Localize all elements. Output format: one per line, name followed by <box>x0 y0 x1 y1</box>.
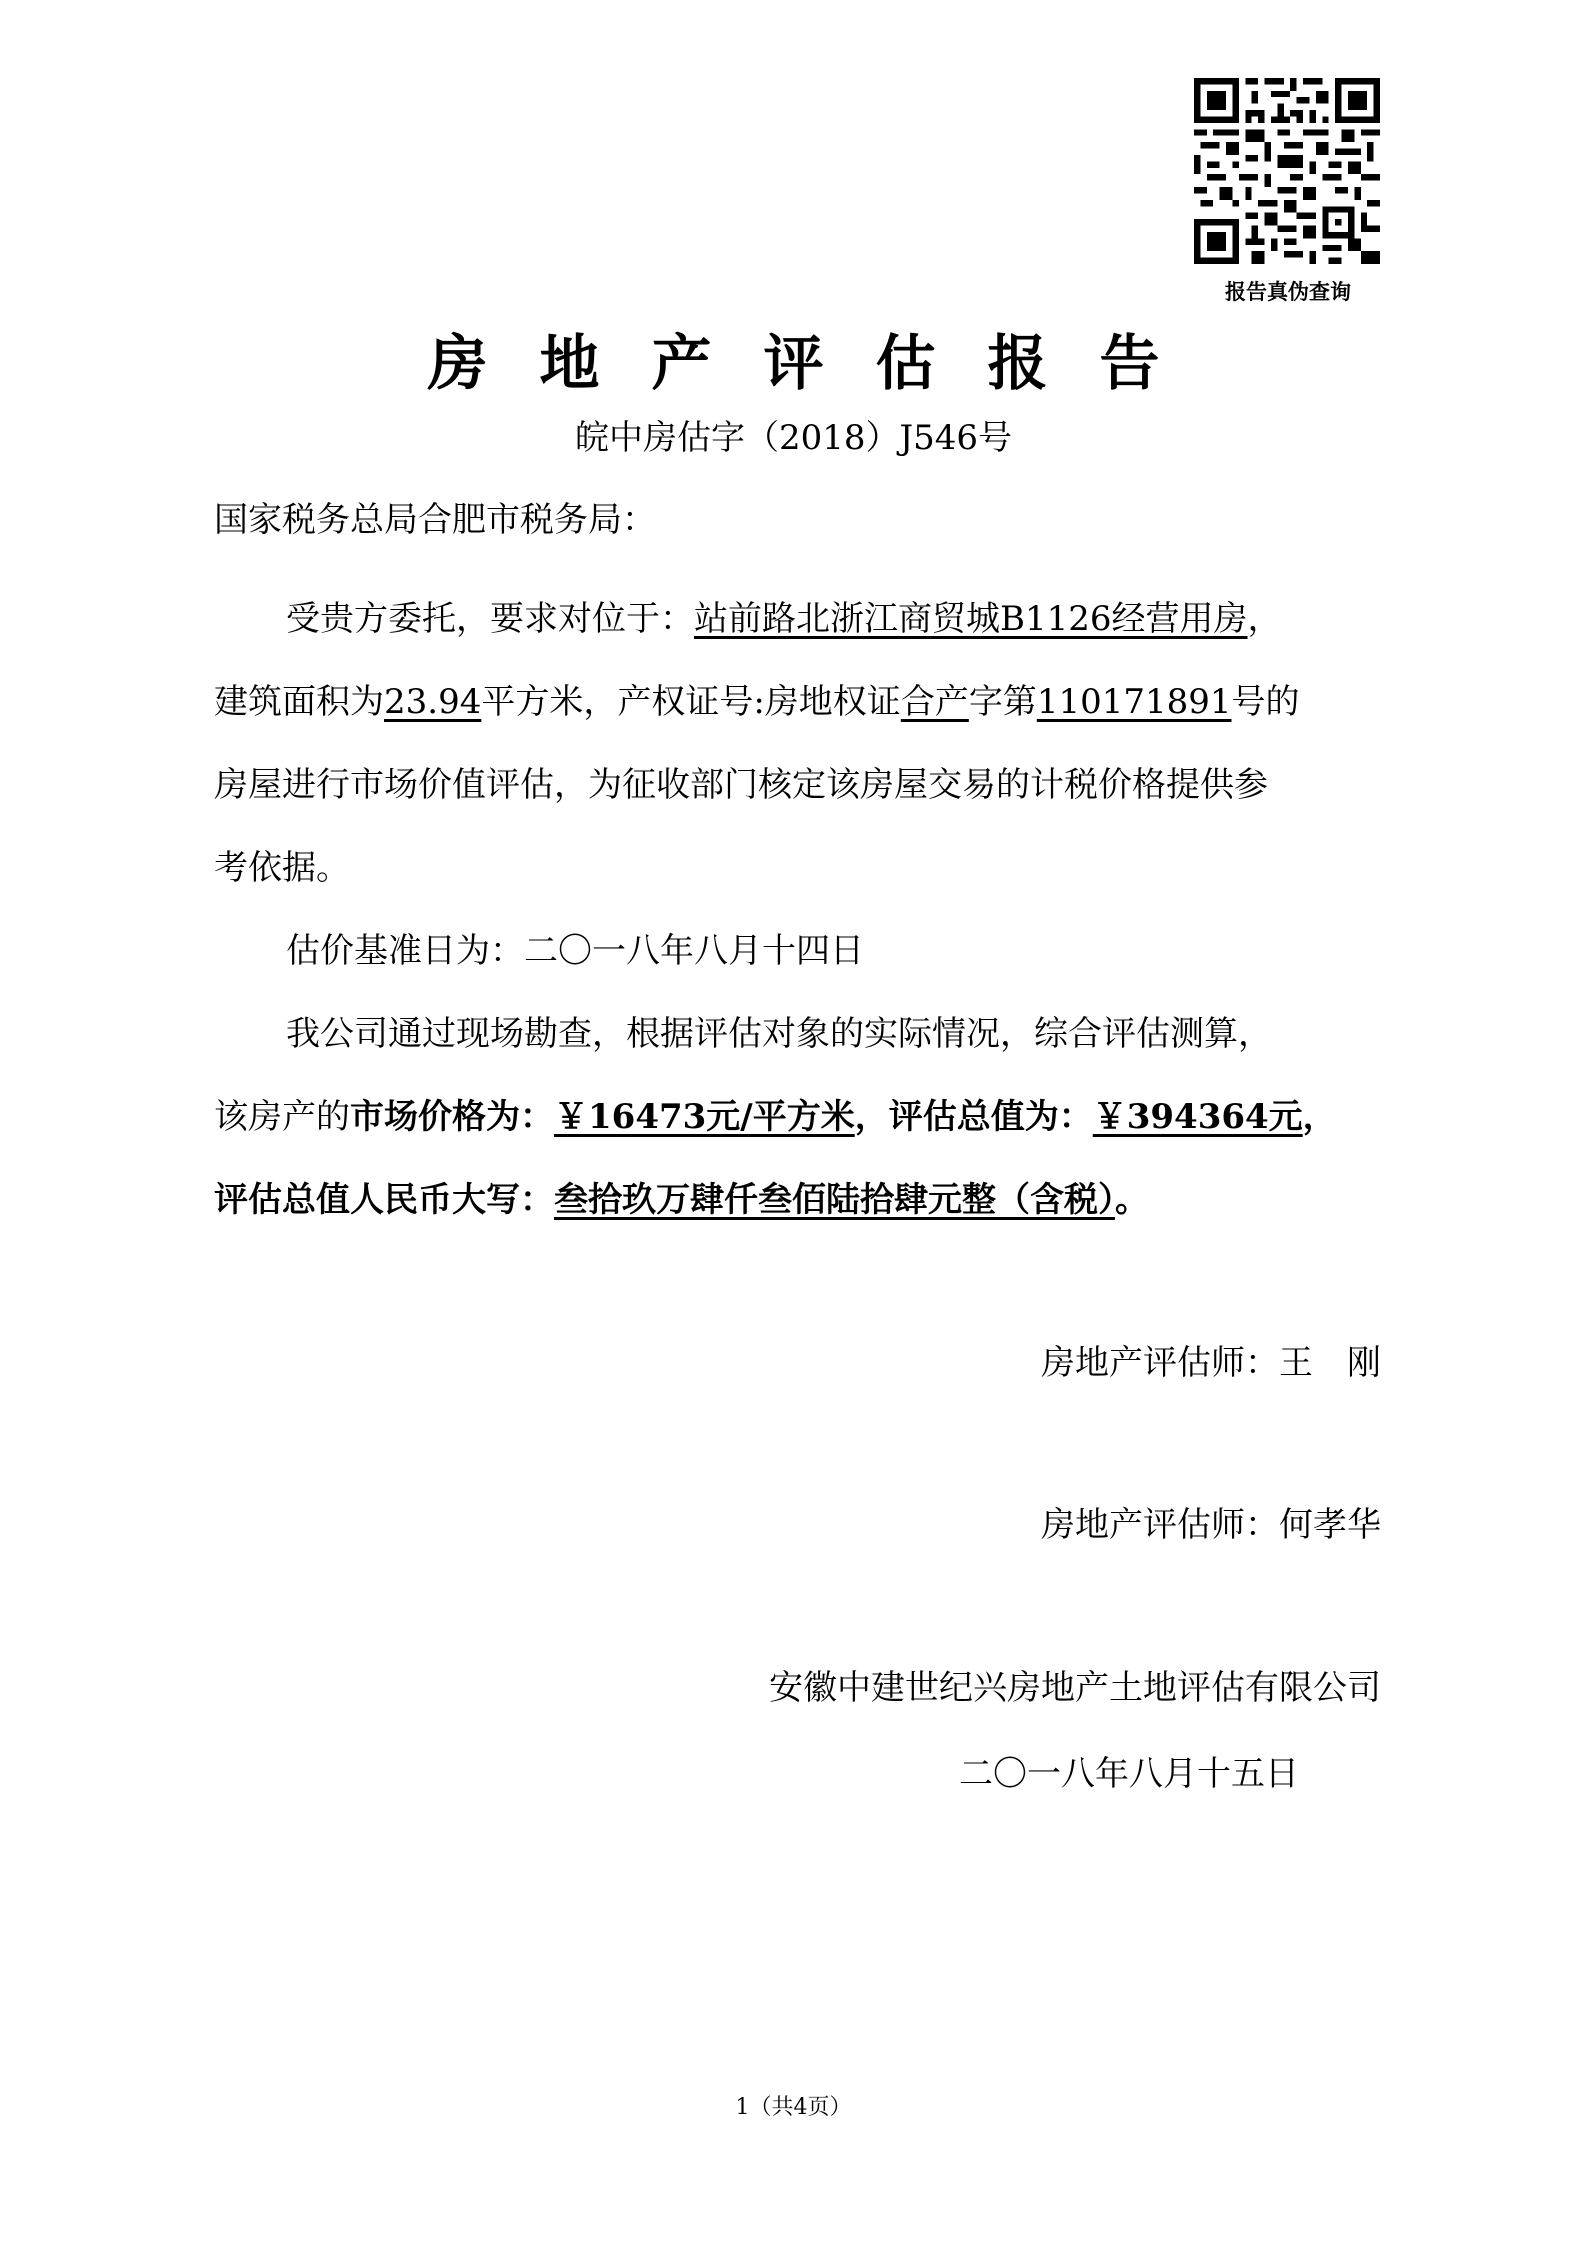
text: ， <box>1247 599 1282 639</box>
text: 评估总值人民币大写： <box>214 1180 554 1220</box>
valuation-date: 估价基准日为：二〇一八年八月十四日 <box>286 931 864 971</box>
total-value-in-words: 叁拾玖万肆仟叁佰陆拾肆元整（含税） <box>554 1180 1115 1220</box>
text: 建筑面积为 <box>214 682 384 722</box>
paragraph-line: 考依据。 <box>214 848 350 888</box>
building-area: 23.94 <box>384 682 482 722</box>
text: 号的 <box>1231 682 1300 722</box>
text: 市场价格为： <box>350 1097 554 1137</box>
certificate-number: 110171891 <box>1036 682 1232 722</box>
appraiser-2: 房地产评估师：何孝华 <box>1041 1505 1381 1545</box>
text: ，评估总值为： <box>854 1097 1093 1137</box>
document-number: 皖中房估字（2018）J546号 <box>574 418 1013 458</box>
qr-caption: 报告真伪查询 <box>1225 280 1351 304</box>
paragraph-line <box>214 578 1378 661</box>
commission-paragraph <box>214 578 1378 910</box>
result-paragraph <box>214 993 1378 1242</box>
report-title: 房地产评估报告 <box>427 329 1212 399</box>
paragraph-line <box>214 1159 1378 1242</box>
addressee: 国家税务总局合肥市税务局： <box>214 500 656 540</box>
property-location: 站前路北浙江商贸城B1126经营用房 <box>694 599 1248 639</box>
company-name: 安徽中建世纪兴房地产土地评估有限公司 <box>769 1668 1381 1708</box>
text: 该房产的 <box>214 1097 350 1137</box>
text: 平方米，产权证号:房地权证 <box>481 682 901 722</box>
text: 字第 <box>968 682 1037 722</box>
total-value: ￥394364元 <box>1092 1097 1303 1137</box>
appraiser-1: 房地产评估师：王 刚 <box>1041 1343 1381 1383</box>
text: 。 <box>1115 1180 1149 1220</box>
verification-qr-code[interactable] <box>1194 78 1380 264</box>
certificate-district: 合产 <box>900 682 969 722</box>
paragraph-line <box>214 661 1378 744</box>
page-number: 1（共4页） <box>735 2095 852 2120</box>
valuation-date-paragraph <box>214 910 1378 993</box>
paragraph-line: 房屋进行市场价值评估，为征收部门核定该房屋交易的计税价格提供参 <box>214 765 1268 805</box>
paragraph-line <box>214 1076 1378 1159</box>
issue-date: 二〇一八年八月十五日 <box>959 1754 1299 1794</box>
text: 受贵方委托，要求对位于： <box>286 599 694 639</box>
text: ， <box>1302 1097 1337 1137</box>
paragraph-line: 我公司通过现场勘查，根据评估对象的实际情况，综合评估测算， <box>286 1014 1272 1054</box>
unit-price: ￥16473元/平方米 <box>554 1097 855 1137</box>
